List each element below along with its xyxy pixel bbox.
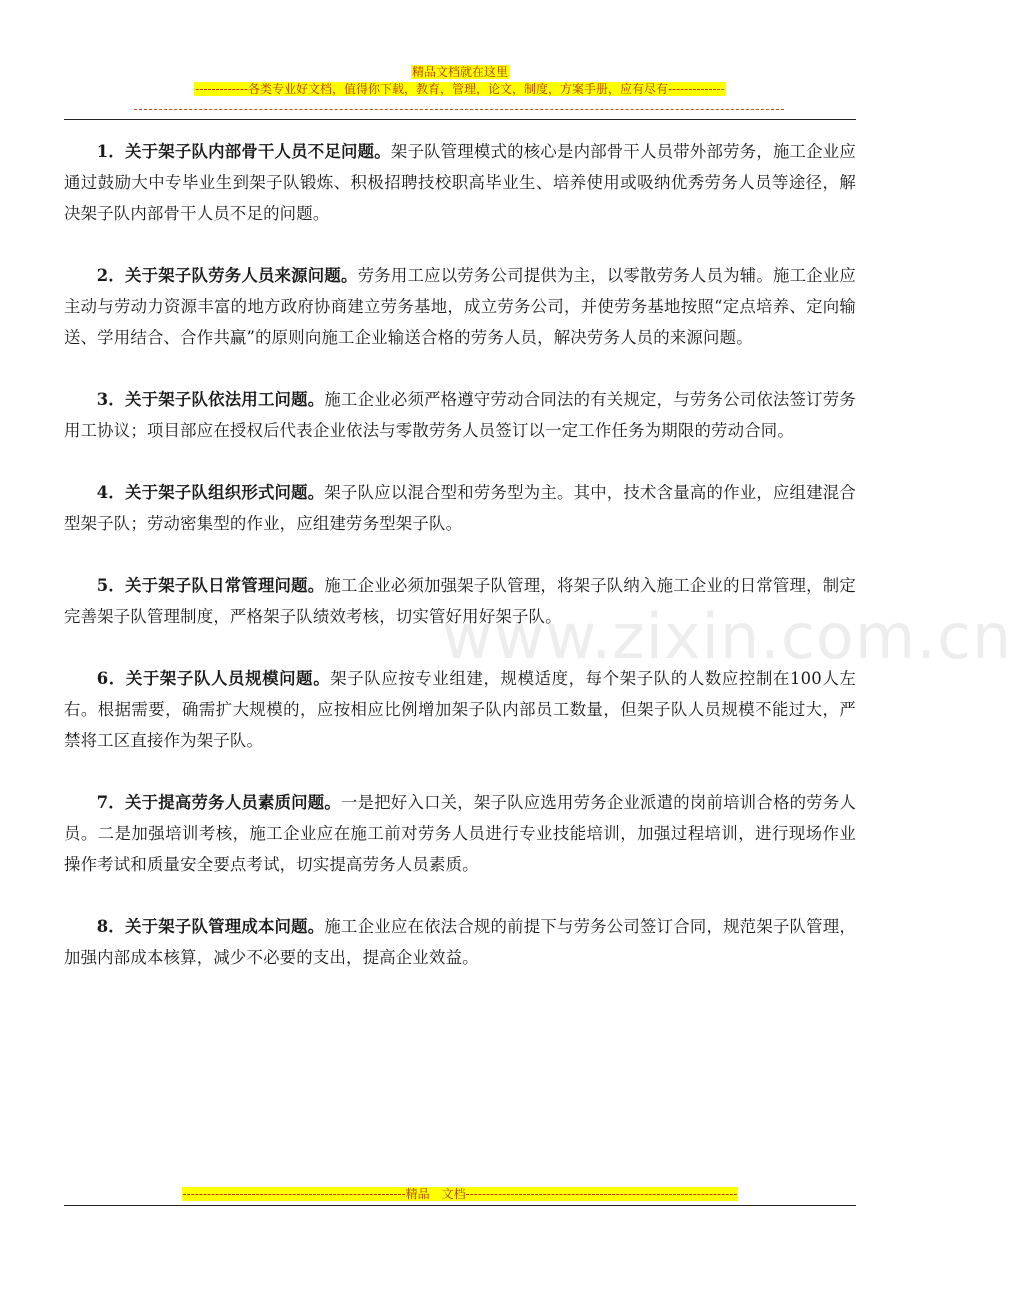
header-dashed-divider	[134, 109, 784, 110]
document-body	[64, 136, 856, 1004]
paragraph-3	[64, 384, 856, 446]
paragraph-8	[64, 911, 856, 973]
paragraph-4	[64, 477, 856, 539]
paragraph-heading: 4．关于架子队组织形式问题。	[96, 483, 325, 502]
header-title: 精品文档就在这里	[411, 65, 508, 79]
paragraph-heading: 6．关于架子队人员规模问题。	[96, 669, 331, 688]
paragraph-text: 架子队应以混合型和劳务型为主。其中，技术含量高的作业，应组建混合型架子队；劳动密集型的作业，应组建劳务型架子队。	[64, 483, 856, 533]
header-tagline: -------------各类专业好文档，值得你下载，教育，管理，论文，制度，方案手册，应有尽有--------------	[195, 82, 725, 96]
paragraph-6	[64, 663, 856, 756]
paragraph-2	[64, 260, 856, 353]
watermark: www.zixin.com.cn	[442, 600, 1012, 673]
paragraph-heading: 2．关于架子队劳务人员来源问题。	[96, 266, 358, 285]
paragraph-text: 架子队应按专业组建，规模适度，每个架子队的人数应控制在100人左右。根据需要，确需扩大规模的，应按相应比例增加架子队内部员工数量，但架子队人员规模不能过大，严禁将工区直接作为架子队。	[64, 669, 856, 750]
paragraph-text: 一是把好入口关，架子队应选用劳务企业派遣的岗前培训合格的劳务人员。二是加强培训考核，施工企业应在施工前对劳务人员进行专业技能培训，加强过程培训，进行现场作业操作考试和质量安全要点考试，切实提高劳务人员素质。	[64, 793, 857, 874]
paragraph-text: 施工企业应在依法合规的前提下与劳务公司签订合同，规范架子队管理，加强内部成本核算，减少不必要的支出，提高企业效益。	[64, 917, 856, 967]
paragraph-heading: 5．关于架子队日常管理问题。	[96, 576, 325, 595]
paragraph-heading: 8．关于架子队管理成本问题。	[96, 917, 325, 936]
page-footer	[0, 1186, 920, 1203]
paragraph-text: 施工企业必须加强架子队管理，将架子队纳入施工企业的日常管理，制定完善架子队管理制度，严格架子队绩效考核，切实管好用好架子队。	[64, 576, 856, 626]
paragraph-heading: 3．关于架子队依法用工问题。	[96, 390, 325, 409]
paragraph-text: 架子队管理模式的核心是内部骨干人员带外部劳务，施工企业应通过鼓励大中专毕业生到架子队锻炼、积极招聘技校职高毕业生、培养使用或吸纳优秀劳务人员等途径，解决架子队内部骨干人员不足的问题。	[64, 142, 856, 223]
paragraph-1	[64, 136, 856, 229]
paragraph-heading: 7．关于提高劳务人员素质问题。	[96, 793, 342, 812]
footer-rule	[64, 1205, 856, 1206]
paragraph-heading: 1．关于架子队内部骨干人员不足问题。	[96, 142, 391, 161]
paragraph-7	[64, 787, 856, 880]
paragraph-text: 劳务用工应以劳务公司提供为主，以零散劳务人员为辅。施工企业应主动与劳动力资源丰富的地方政府协商建立劳务基地，成立劳务公司，并使劳务基地按照“定点培养、定向输送、学用结合、合作共赢”的原则向施工企业输送合格的劳务人员，解决劳务人员的来源问题。	[64, 266, 856, 347]
paragraph-text: 施工企业必须严格遵守劳动合同法的有关规定，与劳务公司依法签订劳务用工协议；项目部应在授权后代表企业依法与零散劳务人员签订以一定工作任务为期限的劳动合同。	[64, 390, 856, 440]
footer-text: -------------------------------------------------------精品 文档-------------------------------------------------------------------	[182, 1187, 738, 1201]
header-rule	[64, 119, 856, 120]
paragraph-5	[64, 570, 856, 632]
page-header	[0, 64, 920, 98]
